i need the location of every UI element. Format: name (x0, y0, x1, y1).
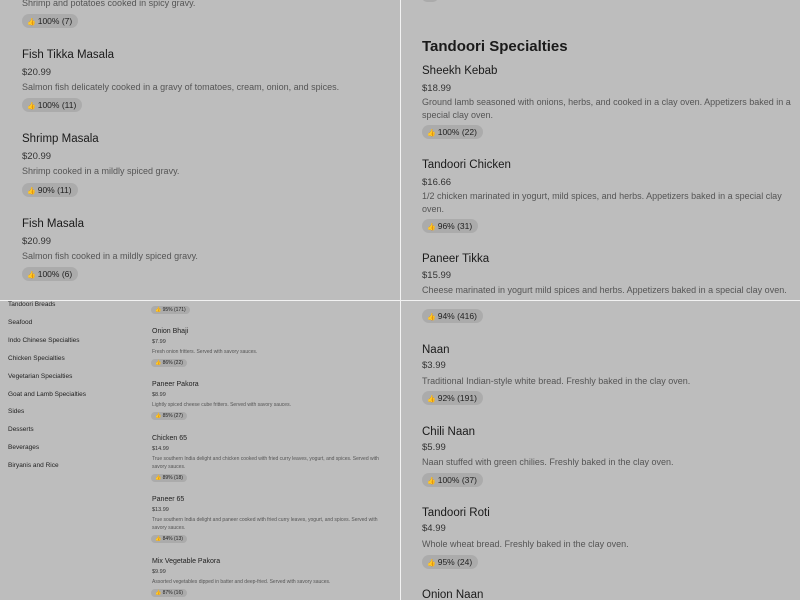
thumbs-up-icon: 👍 (155, 413, 162, 419)
item-price: $4.99 (422, 523, 446, 534)
category-link[interactable]: Tandoori Breads (8, 301, 56, 308)
rating-badge: 👍 95% (24) (422, 555, 478, 569)
rating-badge: 👍 94% (416) (422, 309, 483, 323)
item-description: 1/2 chicken marinated in yogurt, mild spices, and herbs. Appetizers baked in a special clay (422, 191, 782, 201)
item-name: Paneer Pakora (152, 381, 199, 388)
rating-badge: 👍 85% (27) (151, 412, 187, 420)
item-name: Shrimp Masala (22, 133, 99, 145)
item-name: Tandoori Roti (422, 507, 490, 519)
item-price: $15.99 (422, 270, 452, 281)
category-link[interactable]: Chicken Specialties (8, 355, 65, 362)
item-description: Salmon fish cooked in a mildly spiced gravy. (22, 251, 198, 261)
item-description: Assorted vegetables dipped in batter and deep-fried. Served with savory sauces. (152, 579, 331, 585)
item-description: True southern India delight and chicken cooked with fried curry leaves, yogurt, and spices. Served with savory sauces. (152, 456, 379, 470)
item-description: Shrimp cooked in a mildly spiced gravy. (22, 166, 180, 176)
thumbs-up-icon: 👍 (155, 536, 162, 542)
rating-badge: 👍 90% (11) (22, 183, 78, 197)
category-link[interactable]: Seafood (8, 319, 33, 326)
rating-badge: 👍 84% (13) (151, 535, 187, 543)
item-price: $18.99 (422, 83, 452, 94)
item-description: Ground lamb seasoned with onions, herbs, and cooked in a clay oven. Appetizers baked in a (422, 97, 791, 107)
item-name: Fish Tikka Masala (22, 49, 115, 61)
item-price: $16.66 (422, 177, 452, 188)
rating-badge: 👍 100% (37) (422, 473, 483, 487)
rating-badge: 👍 100% (11) (22, 98, 82, 112)
menu-pane-bottom-left (0, 301, 400, 600)
thumbs-up-icon: 👍 (155, 307, 162, 313)
item-price: $14.99 (152, 446, 169, 452)
category-link[interactable]: Sides (8, 408, 25, 415)
item-name: Fish Masala (22, 218, 84, 230)
rating-badge: 👍 87% (16) (151, 589, 187, 597)
item-description: Traditional Indian-style white bread. Freshly baked in the clay oven. (422, 376, 691, 386)
category-link[interactable]: Goat and Lamb Specialties (8, 391, 87, 398)
item-name: Sheekh Kebab (422, 65, 498, 77)
item-price: $5.99 (422, 442, 446, 453)
thumbs-up-icon: 👍 (27, 188, 36, 195)
thumbs-up-icon: 👍 (427, 396, 436, 403)
menu-pane-top-left (0, 0, 400, 300)
pane-divider-horizontal (0, 300, 800, 301)
item-name: Paneer Tikka (422, 253, 490, 265)
rating-badge-cut (422, 0, 438, 2)
category-link[interactable]: Indo Chinese Specialties (8, 337, 80, 344)
item-price: $3.99 (422, 360, 446, 371)
item-price: $20.99 (22, 151, 52, 162)
item-price: $8.99 (152, 392, 166, 398)
item-price: $13.99 (152, 507, 169, 513)
category-link[interactable]: Biryanis and Rice (8, 462, 59, 469)
thumbs-up-icon: 👍 (427, 130, 436, 137)
item-name: Mix Vegetable Pakora (152, 558, 221, 565)
category-link[interactable]: Vegetarian Specialties (8, 373, 73, 380)
item-price: $7.99 (152, 339, 166, 345)
item-name: Onion Naan (422, 589, 484, 600)
rating-badge: 👍 100% (7) (22, 14, 78, 28)
item-description-line2: oven. (422, 204, 445, 214)
item-description: Naan stuffed with green chilies. Freshly baked in the clay oven. (422, 457, 674, 467)
thumbs-up-icon: 👍 (427, 224, 436, 231)
item-description: Lightly spiced cheese cube fritters. Served with savory sauces. (152, 402, 291, 408)
item-description: Shrimp and potatoes cooked in spicy gravy. (22, 0, 196, 8)
rating-badge: 👍 100% (22) (422, 125, 483, 139)
item-name: Chili Naan (422, 426, 476, 438)
item-description: Fresh onion fritters. Served with savory sauces. (152, 349, 258, 355)
thumbs-up-icon: 👍 (155, 360, 162, 366)
item-name: Naan (422, 344, 450, 356)
menu-pane-bottom-right (401, 301, 800, 600)
thumbs-up-icon: 👍 (155, 590, 162, 596)
thumbs-up-icon: 👍 (427, 560, 436, 567)
thumbs-up-icon: 👍 (427, 314, 436, 321)
rating-badge: 👍 92% (191) (422, 391, 483, 405)
item-description-line2: special clay oven. (422, 110, 494, 120)
category-link[interactable]: Beverages (8, 444, 40, 451)
rating-badge: 👍 95% (171) (151, 306, 190, 314)
rating-badge: 👍 86% (22) (151, 359, 187, 367)
thumbs-up-icon: 👍 (27, 103, 36, 110)
item-price: $9.99 (152, 569, 166, 575)
item-description: True southern India delight and paneer cooked with fried curry leaves, yogurt, and spices. Served with savory sauces. (152, 517, 378, 531)
item-description: Cheese marinated in yogurt mild spices and herbs. Appetizers baked in a special clay oven. (422, 285, 787, 295)
category-link[interactable]: Desserts (8, 426, 34, 433)
thumbs-up-icon: 👍 (27, 272, 36, 279)
item-description: Whole wheat bread. Freshly baked in the clay oven. (422, 539, 629, 549)
item-name: Onion Bhaji (152, 328, 189, 335)
thumbs-up-icon: 👍 (427, 478, 436, 485)
item-description: Salmon fish delicately cooked in a gravy of tomatoes, cream, onion, and spices. (22, 82, 340, 92)
section-title: Tandoori Specialties (422, 38, 568, 55)
item-name: Paneer 65 (152, 496, 185, 503)
item-name: Chicken 65 (152, 435, 188, 442)
menu-pane-top-right (401, 0, 800, 300)
thumbs-up-icon: 👍 (155, 475, 162, 481)
rating-badge: 👍 100% (6) (22, 267, 78, 281)
thumbs-up-icon: 👍 (27, 19, 36, 26)
item-price: $20.99 (22, 236, 52, 247)
rating-badge: 👍 89% (18) (151, 474, 187, 482)
rating-badge: 👍 96% (31) (422, 219, 478, 233)
item-name: Tandoori Chicken (422, 159, 511, 171)
item-price: $20.99 (22, 67, 52, 78)
